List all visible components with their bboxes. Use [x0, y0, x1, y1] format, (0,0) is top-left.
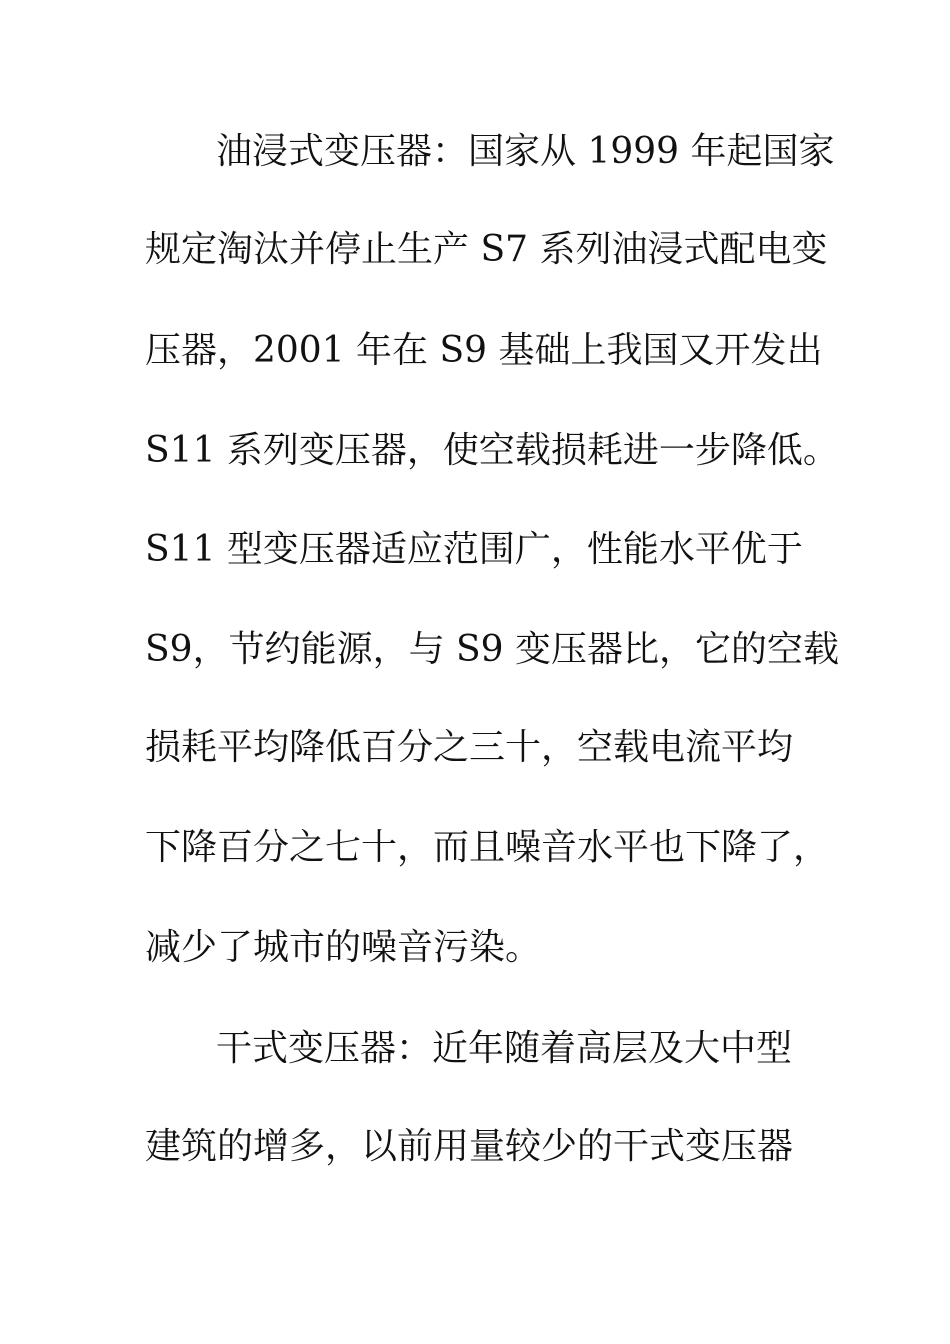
paragraph-line: 下降百分之七十，而且噪音水平也下降了， — [145, 827, 830, 868]
paragraph-line: 减少了城市的噪音污染。 — [145, 927, 542, 968]
paragraph-line: 压器，2001 年在 S9 基础上我国又开发出 — [145, 330, 823, 371]
paragraph-line: S11 型变压器适应范围广，性能水平优于 — [145, 529, 803, 570]
paragraph-line: 油浸式变压器：国家从 1999 年起国家 — [216, 131, 835, 172]
paragraph-line: 干式变压器：近年随着高层及大中型 — [216, 1028, 793, 1069]
paragraph-line: 损耗平均降低百分之三十，空载电流平均 — [145, 727, 794, 768]
paragraph-line: 规定淘汰并停止生产 S7 系列油浸式配电变 — [145, 229, 828, 270]
paragraph-line: S11 系列变压器，使空载损耗进一步降低。 — [145, 430, 839, 471]
paragraph-line: S9，节约能源，与 S9 变压器比，它的空载 — [145, 629, 840, 670]
paragraph-line: 建筑的增多，以前用量较少的干式变压器 — [145, 1126, 794, 1167]
